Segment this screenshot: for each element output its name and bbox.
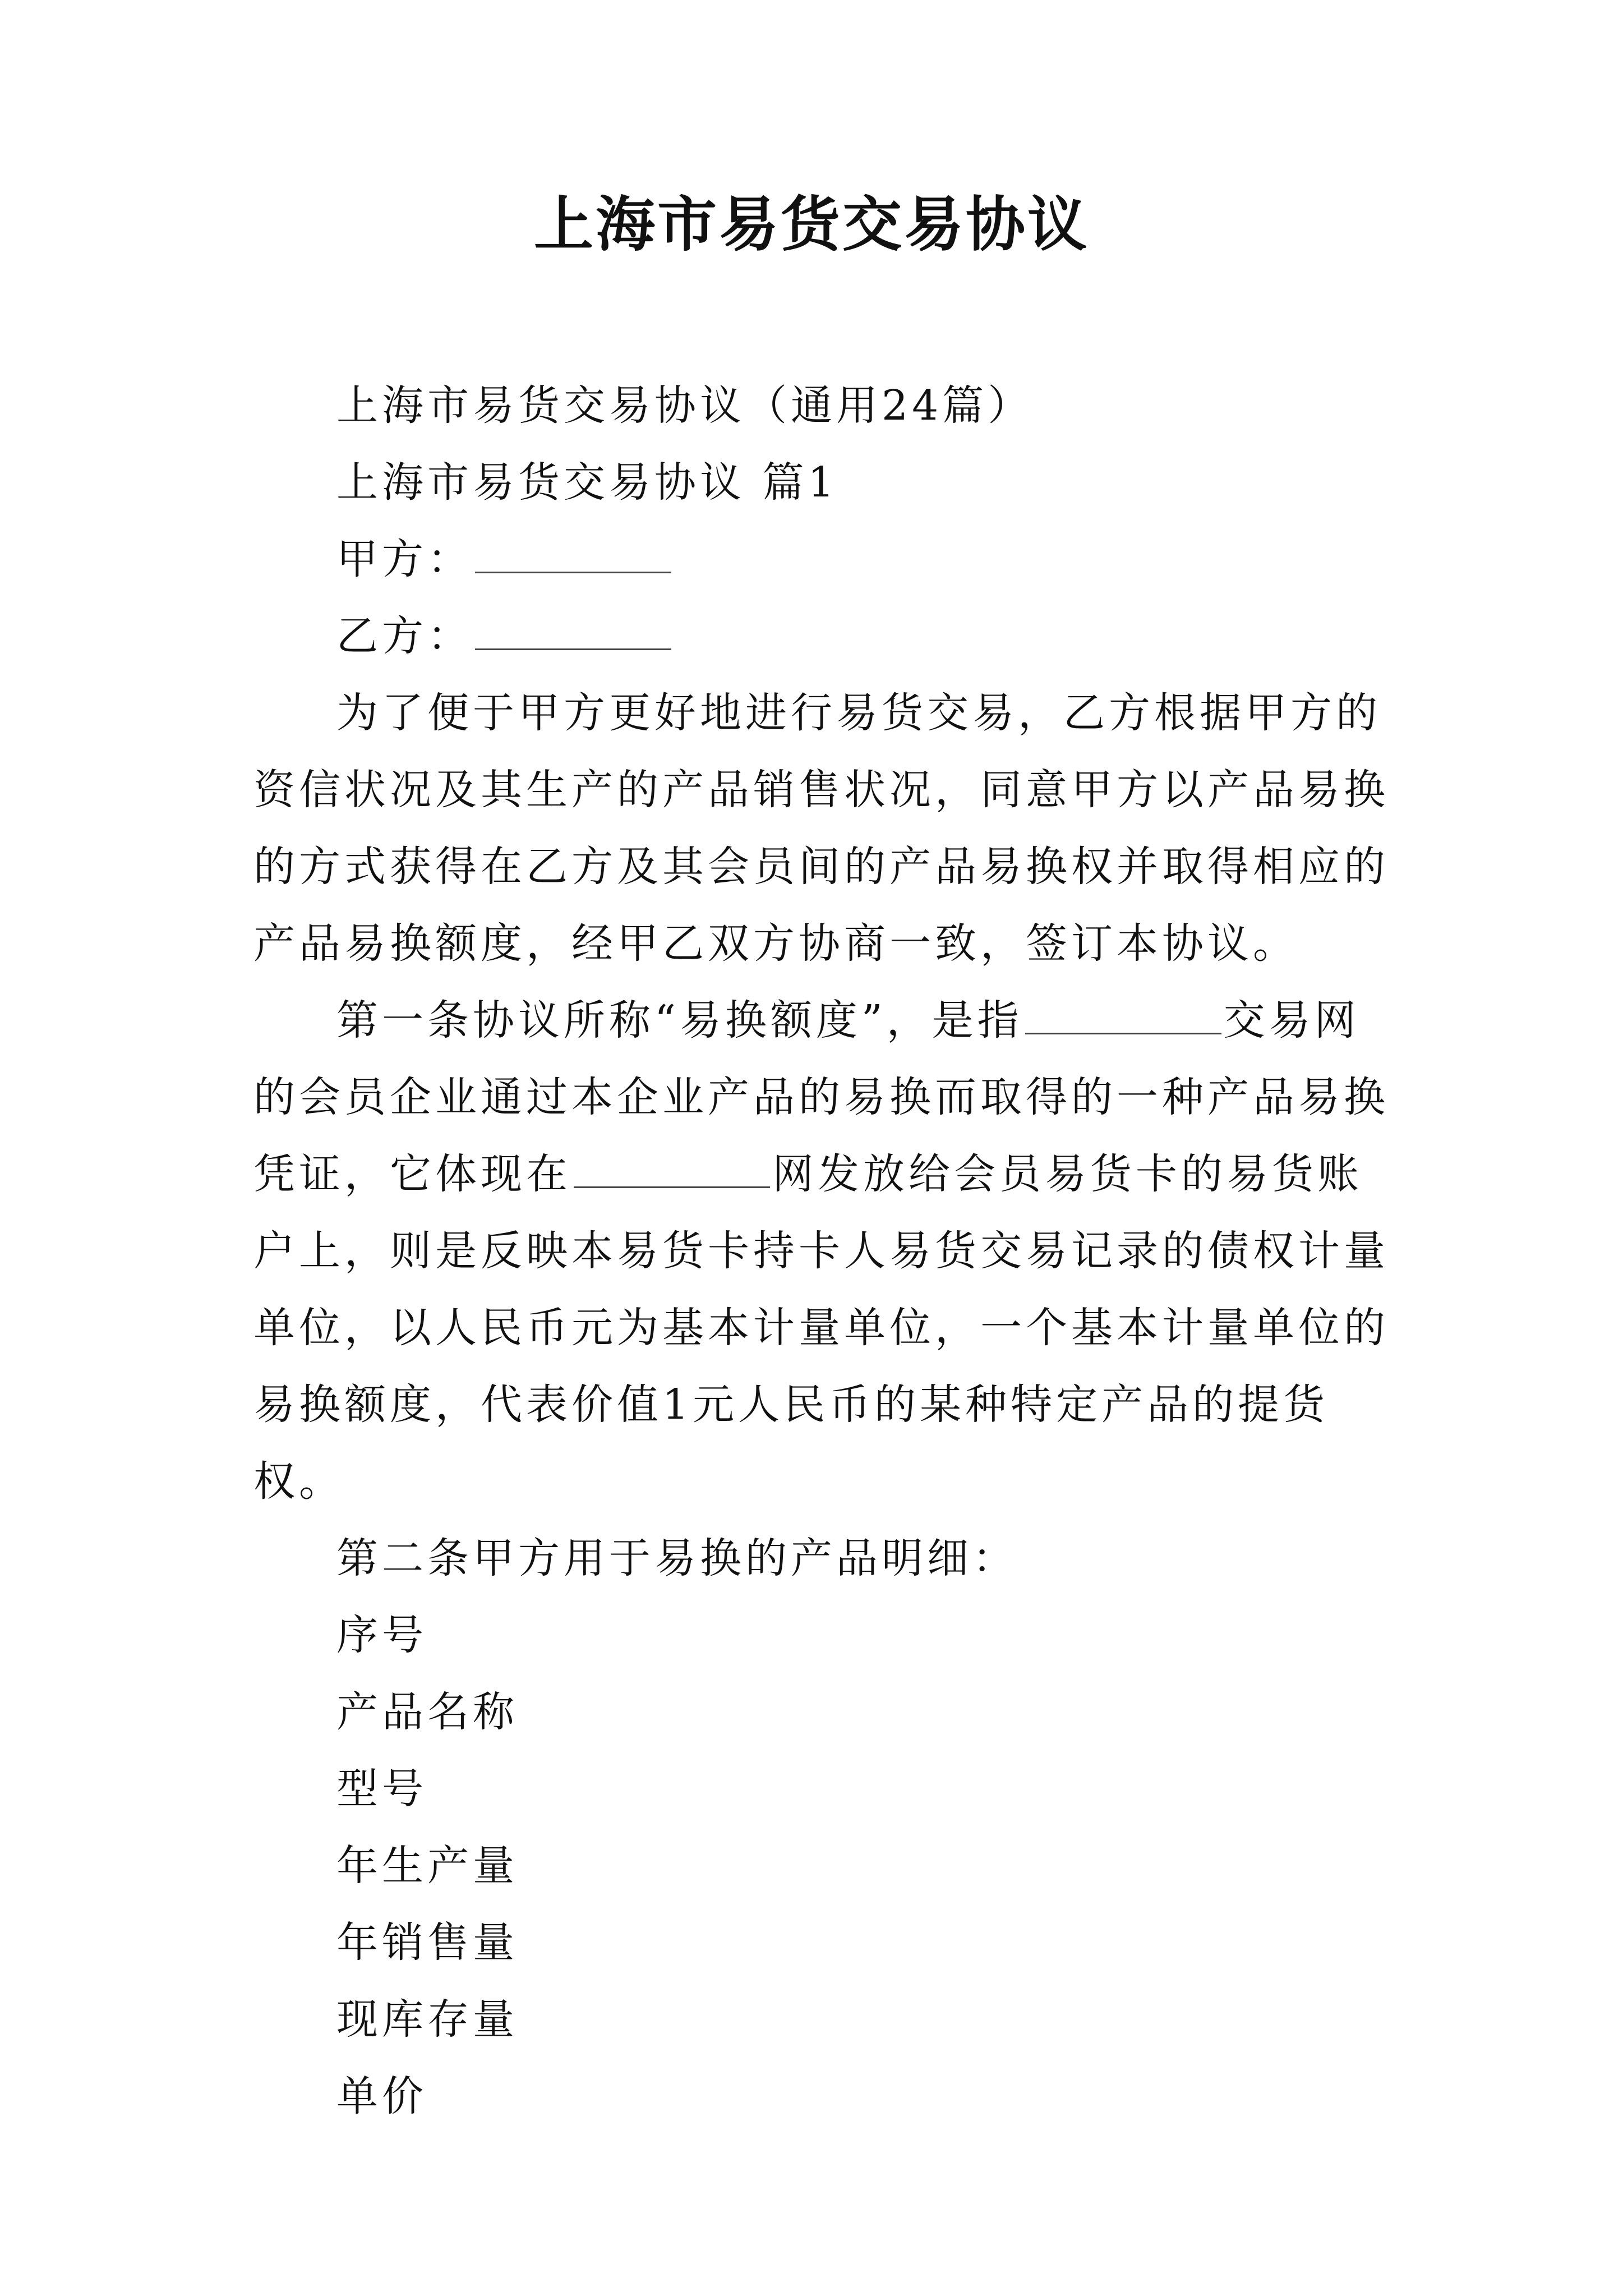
party-a-label: 甲方： [336,535,473,583]
product-field: 型号 [336,1765,427,1813]
party-b-label: 乙方： [336,612,473,660]
party-a-line [253,521,1398,598]
network-name-blank [574,1154,770,1188]
product-field: 单价 [336,2072,427,2120]
document-title: 上海市易货交易协议 [534,189,1089,259]
party-a-blank [475,539,671,573]
product-field: 产品名称 [336,1688,518,1736]
article-1-part-2: 交易网的会员企业通过本企业产品的易换而取得的一种产品易换凭证，它体现在 [253,996,1389,1198]
document-body [253,367,1398,2135]
party-b-line [253,598,1398,675]
product-field: 现库存量 [336,1995,518,2044]
product-field: 年生产量 [336,1842,518,1890]
article-2: 第二条甲方用于易换的产品明细： [336,1534,1018,1582]
subtitle: 上海市易货交易协议（通用24篇） [336,381,1034,430]
article-1-part-1: 第一条协议所称“易换额度”，是指 [336,996,1023,1045]
party-b-blank [475,616,671,650]
section-heading: 上海市易货交易协议 篇1 [336,458,838,507]
intro-paragraph: 为了便于甲方更好地进行易货交易，乙方根据甲方的资信状况及其生产的产品销售状况，同意甲方以产品易换的方式获得在乙方及其会员间的产品易换权并取得相应的产品易换额度，经甲乙双方协商一致，签订本协议。 [253,689,1389,968]
article-1 [253,982,1398,1520]
exchange-name-blank [1025,1000,1221,1034]
article-1-part-3: 网发放给会员易货卡的易货账户上，则是反映本易货卡持卡人易货交易记录的债权计量单位，以人民币元为基本计量单位，一个基本计量单位的易换额度，代表价值1元人民币的某种特定产品的提货权。 [253,1150,1389,1506]
product-field: 序号 [336,1611,427,1659]
product-field: 年销售量 [336,1918,518,1967]
